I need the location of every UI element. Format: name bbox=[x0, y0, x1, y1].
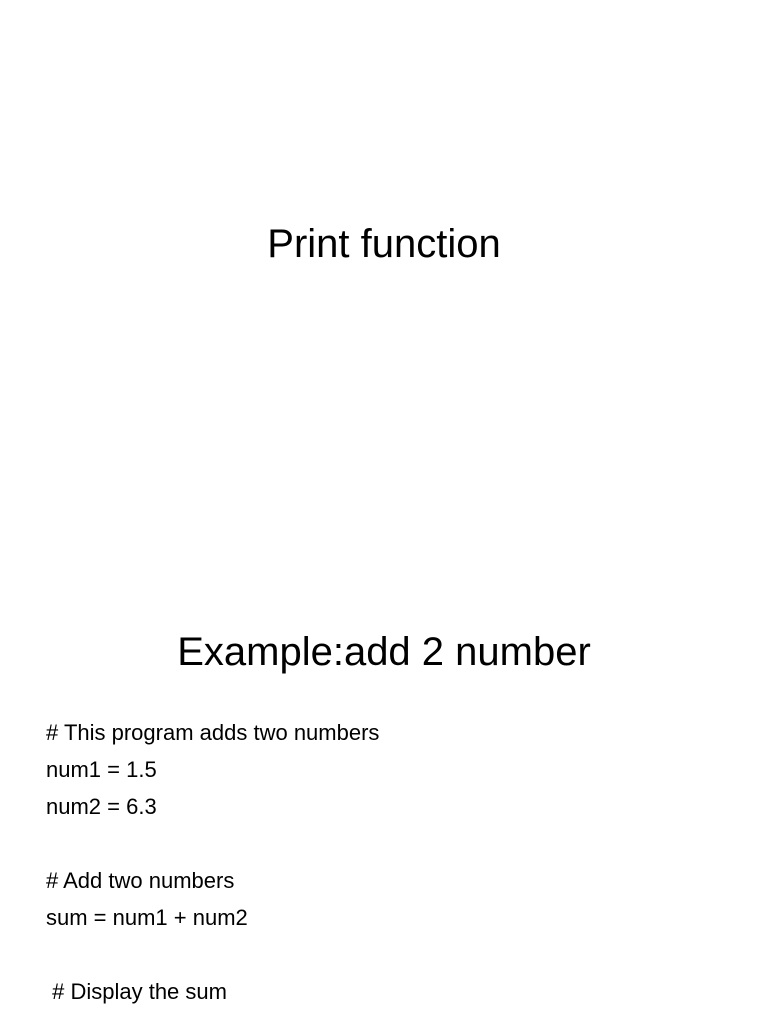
slide-title: Print function bbox=[267, 222, 501, 266]
code-line: # Display the sum bbox=[46, 979, 227, 1004]
slide-example-add bbox=[0, 576, 768, 1024]
code-line-blank bbox=[46, 825, 726, 862]
code-line: # Add two numbers bbox=[46, 868, 235, 893]
code-line: num1 = 1.5 bbox=[46, 757, 157, 782]
code-line: num2 = 6.3 bbox=[46, 794, 157, 819]
code-line: sum = num1 + num2 bbox=[46, 905, 248, 930]
slide-title: Example:add 2 number bbox=[177, 630, 591, 674]
code-listing bbox=[46, 714, 726, 1010]
code-line: # This program adds two numbers bbox=[46, 720, 380, 745]
code-line-blank bbox=[46, 936, 726, 973]
